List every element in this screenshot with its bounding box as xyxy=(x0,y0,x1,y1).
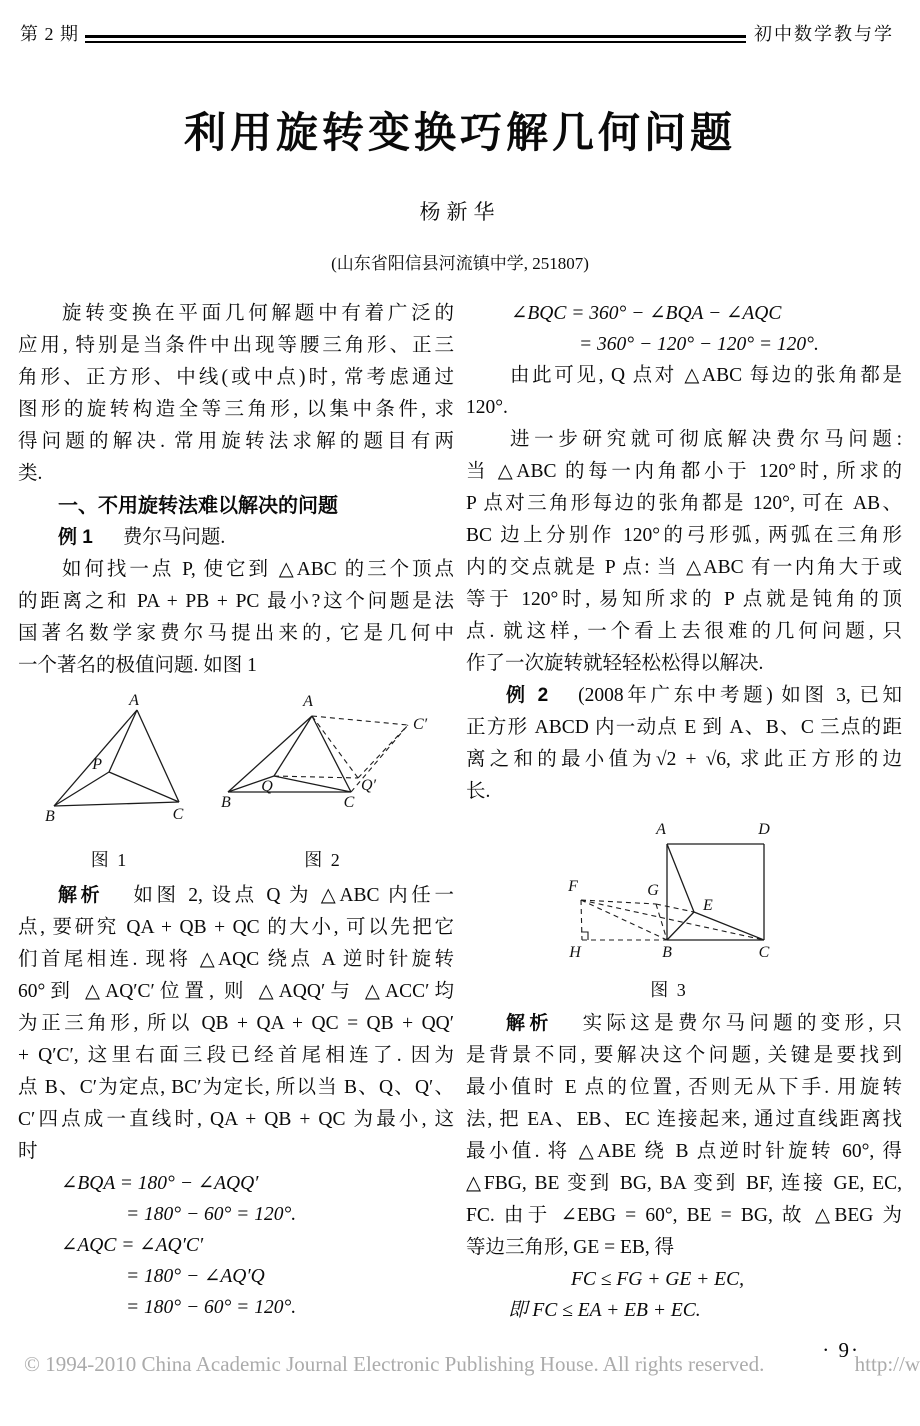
paragraph-line: + Q′C′, 这里右面三段已经首尾相连了. 因为 xyxy=(18,1045,454,1066)
page-number: · 9· xyxy=(822,1338,860,1362)
vertex-label: C xyxy=(172,806,184,823)
paragraph-line: 当 △ABC 的每一内角都小于 120°时, 所求的 xyxy=(466,461,902,482)
vertex-label: C′ xyxy=(413,716,428,733)
vertex-label: Q′ xyxy=(361,777,377,794)
paragraph-line: 离之和的最小值为√2 + √6, 求此正方形的边 xyxy=(466,749,902,770)
analysis-1-label: 解析 xyxy=(58,885,104,906)
example-2-text: (2008年广东中考题) 如图 3, 已知 xyxy=(578,685,902,706)
paragraph-line: 法, 把 EA、EB、EC 连接起来, 通过直线距离找 xyxy=(466,1109,902,1130)
analysis-2-label: 解析 xyxy=(506,1013,553,1034)
author-name: 杨新华 xyxy=(419,200,501,224)
vertex-label: P xyxy=(92,756,102,773)
equation-line: 即 FC ≤ EA + EB + EC. xyxy=(508,1300,701,1321)
paragraph-line: 点, 要研究 QA + QB + QC 的大小, 可以先把它 xyxy=(18,917,454,938)
page-header xyxy=(0,0,920,46)
vertex-label: E xyxy=(703,897,713,914)
equation-line: = 180° − ∠AQ′Q xyxy=(126,1266,265,1287)
left-column xyxy=(18,298,454,1326)
paragraph-line: 内的交点就是 P 点: 当 △ABC 有一内角大于或 xyxy=(466,557,902,578)
journal-name: 初中数学教与学 xyxy=(754,24,894,44)
paragraph-line: 最小值时 E 点的位置, 否则无从下手. 用旋转 xyxy=(466,1077,902,1098)
paragraph-line: 时 xyxy=(18,1141,38,1162)
equation-line: = 360° − 120° − 120° = 120°. xyxy=(579,334,819,355)
vertex-label: A xyxy=(656,821,666,838)
paragraph-line: 类. xyxy=(18,463,43,484)
author-affiliation: (山东省阳信县河流镇中学, 251807) xyxy=(331,254,589,273)
equation-line: = 180° − 60° = 120°. xyxy=(126,1297,297,1318)
equation-line: = 180° − 60° = 120°. xyxy=(126,1204,297,1225)
copyright-footer xyxy=(0,1352,920,1377)
figure2-caption: 图 2 xyxy=(304,850,342,870)
paragraph-line: P 点对三角形每边的张角都是 120°, 可在 AB、 xyxy=(466,493,902,514)
paragraph-line: FC. 由于 ∠EBG = 60°, BE = BG, 故 △BEG 为 xyxy=(466,1205,902,1226)
article-title: 利用旋转变换巧解几何问题 xyxy=(183,111,736,157)
figure-3 xyxy=(544,818,794,1006)
paragraph-line: 图形的旋转构造全等三角形, 以集中条件, 求 xyxy=(18,399,454,420)
figure-2 xyxy=(213,692,433,876)
paragraph-line: 角形、正方形、中线(或中点)时, 常考虑通过 xyxy=(18,367,454,388)
vertex-label: Q xyxy=(261,778,273,795)
article-body xyxy=(0,298,920,1326)
paragraph-line: C′四点成一直线时, QA + QB + QC 为最小, 这 xyxy=(18,1109,454,1130)
example-1-title: 费尔马问题. xyxy=(122,527,226,548)
section-heading-1: 一、不用旋转法难以解决的问题 xyxy=(58,495,338,517)
paragraph-line: 长. xyxy=(466,781,491,802)
paragraph-line: 应用, 特别是当条件中出现等腰三角形、正三 xyxy=(18,335,454,356)
paragraph-line: 点. 就这样, 一个看上去很难的几何问题, 只 xyxy=(466,621,902,642)
paragraph-line: 点 B、C′为定点, BC′为定长, 所以当 B、Q、Q′、 xyxy=(18,1077,454,1098)
paragraph-line: 作了一次旋转就轻轻松松得以解决. xyxy=(466,653,764,674)
paragraph-line: 为正三角形, 所以 QB + QA + QC = QB + QQ′ xyxy=(18,1013,454,1034)
vertex-label: F xyxy=(568,878,578,895)
equation-line: ∠BQC = 360° − ∠BQA − ∠AQC xyxy=(511,303,782,324)
analysis-1-text: 如图 2, 设点 Q 为 △ABC 内任一 xyxy=(133,885,454,906)
figure3-drawing xyxy=(544,818,794,970)
paragraph-line: 得问题的解决. 常用旋转法求解的题目有两 xyxy=(18,431,454,452)
vertex-label: H xyxy=(569,944,581,961)
right-column xyxy=(466,298,902,1326)
paragraph-line: 120°. xyxy=(466,397,508,418)
vertex-label: A xyxy=(129,692,139,709)
paragraph-line: 是背景不同, 要解决这个问题, 关键是要找到 xyxy=(466,1045,902,1066)
figure1-caption: 图 1 xyxy=(90,850,129,870)
vertex-label: B xyxy=(45,808,55,825)
analysis-2-text: 实际这是费尔马问题的变形, 只 xyxy=(582,1013,902,1034)
paragraph-line: 由此可见, Q 点对 △ABC 每边的张角都是 xyxy=(510,365,902,386)
example-1-label: 例 1 xyxy=(58,527,93,548)
footer-url: http://w xyxy=(854,1352,920,1376)
example-1-line xyxy=(58,522,454,554)
analysis-2-line xyxy=(506,1008,902,1040)
vertex-label: D xyxy=(758,821,770,838)
issue-label: 第 2 期 xyxy=(20,24,79,44)
vertex-label: C xyxy=(343,794,355,811)
paragraph-line: 国著名数学家费尔马提出来的, 它是几何中 xyxy=(18,623,454,644)
header-double-rule xyxy=(85,35,746,43)
example-2-line xyxy=(506,680,902,712)
paragraph-line: 等于 120°时, 易知所求的 P 点就是钝角的顶 xyxy=(466,589,902,610)
figure1-drawing xyxy=(22,692,197,840)
paragraph-line: 进一步研究就可彻底解决费尔马问题: xyxy=(510,429,902,450)
paragraph-line: 正方形 ABCD 内一动点 E 到 A、B、C 三点的距 xyxy=(466,717,902,738)
figure-1 xyxy=(22,692,197,876)
paragraph-line: 的距离之和 PA + PB + PC 最小?这个问题是法 xyxy=(18,591,454,612)
paragraph-line: 们首尾相连. 现将 △AQC 绕点 A 逆时针旋转 xyxy=(18,949,454,970)
example-2-label: 例 2 xyxy=(506,685,549,706)
vertex-label: A xyxy=(303,693,313,710)
vertex-label: C xyxy=(758,944,770,961)
equation-line: ∠BQA = 180° − ∠AQQ′ xyxy=(61,1173,259,1194)
vertex-label: G xyxy=(647,882,659,899)
paragraph-line: 60°到 △AQ′C′位置, 则 △AQQ′与 △ACC′均 xyxy=(18,981,454,1002)
equation-line: FC ≤ FG + GE + EC, xyxy=(571,1269,744,1290)
paragraph-line: 旋转变换在平面几何解题中有着广泛的 xyxy=(62,303,454,324)
figures-1-2-row xyxy=(22,692,454,876)
paragraph-line: 最小值. 将 △ABE 绕 B 点逆时针旋转 60°, 得 xyxy=(466,1141,902,1162)
analysis-1-line xyxy=(58,880,454,912)
vertex-label: B xyxy=(662,944,672,961)
paragraph-line: △FBG, BE 变到 BG, BA 变到 BF, 连接 GE, EC, xyxy=(466,1173,902,1194)
vertex-label: B xyxy=(221,794,231,811)
paragraph-line: 等边三角形, GE = EB, 得 xyxy=(466,1237,675,1258)
paragraph-line: BC 边上分别作 120°的弓形弧, 两弧在三角形 xyxy=(466,525,902,546)
paragraph-line: 如何找一点 P, 使它到 △ABC 的三个顶点 xyxy=(62,559,454,580)
copyright-text: © 1994-2010 China Academic Journal Electronic Publishing House. All rights reserved. xyxy=(24,1352,765,1376)
figure2-drawing xyxy=(213,692,433,840)
paragraph-line: 一个著名的极值问题. 如图 1 xyxy=(18,655,257,676)
equation-line: ∠AQC = ∠AQ′C′ xyxy=(61,1235,204,1256)
figure3-caption: 图 3 xyxy=(650,980,688,1000)
